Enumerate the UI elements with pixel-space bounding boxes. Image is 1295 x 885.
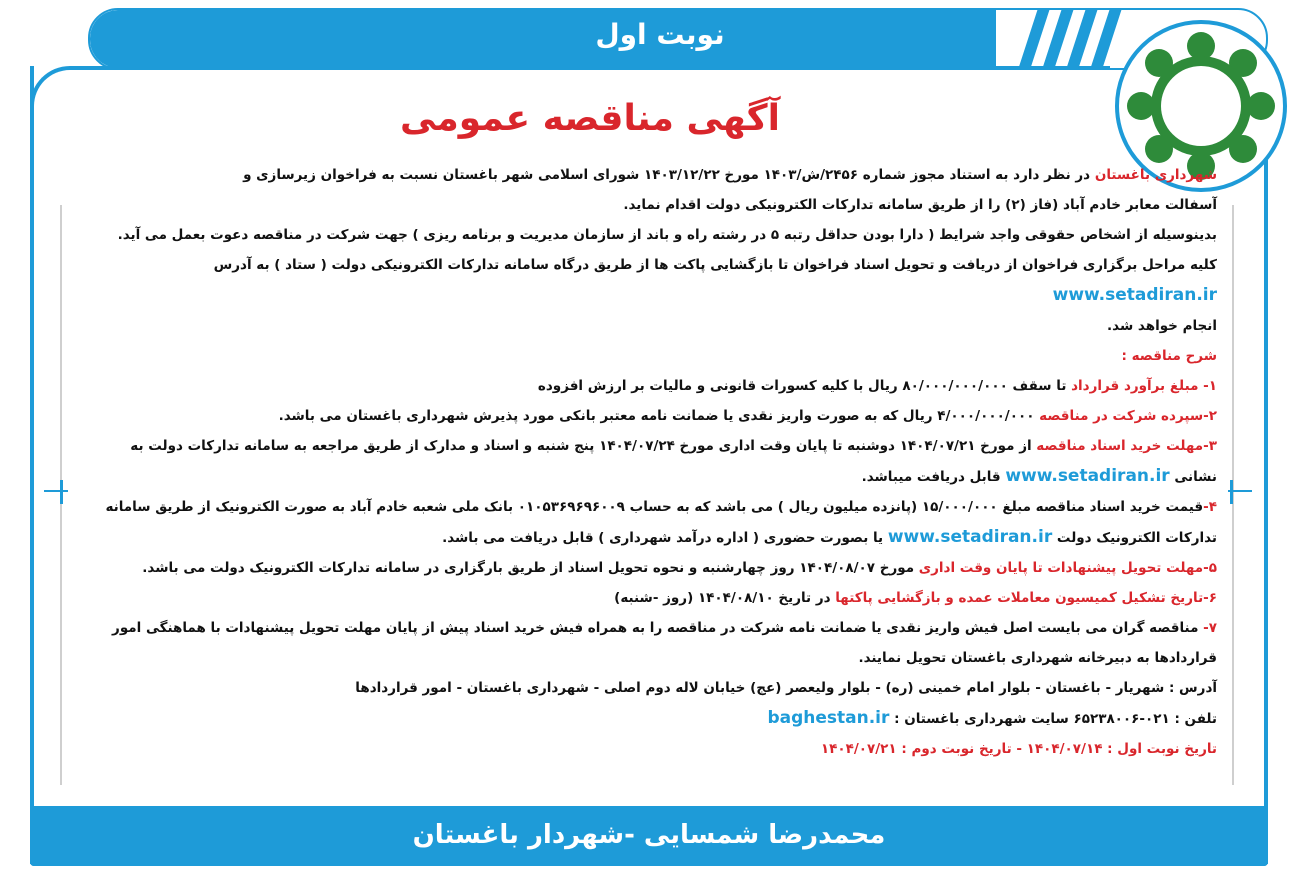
item-6-label: ۶-تاریخ تشکیل کمیسیون معاملات عمده و بازگشایی پاکتها	[835, 590, 1217, 606]
dates-label: تاریخ نوبت اول :	[1102, 741, 1217, 757]
intro-line-2: آسفالت معابر خادم آباد (فاز (۲) را از طریق سامانه تدارکات الکترونیکی دولت اقدام نماید.	[623, 197, 1217, 213]
banner-stripes	[1006, 10, 1116, 68]
dates-text: ۱۴۰۴/۰۷/۱۴ - تاریخ نوبت دوم : ۱۴۰۴/۰۷/۲۱	[820, 741, 1103, 757]
intro-org: شهرداری باغستان	[1094, 167, 1217, 183]
item-6-text: در تاریخ ۱۴۰۴/۰۸/۱۰ (روز -شنبه)	[614, 590, 836, 606]
phone-line	[74, 703, 1217, 734]
process-line-2: انجام خواهد شد.	[1107, 318, 1217, 334]
left-crop-mark	[44, 490, 68, 492]
item-5-text: مورخ ۱۴۰۴/۰۸/۰۷ روز چهارشنبه و نحوه تحویل اسناد از طریق بارگزاری در سامانه تدارکات الکترونیک دولت می باشد.	[142, 560, 919, 576]
item-4-post: یا بصورت حضوری ( اداره درآمد شهرداری ) قابل دریافت می باشد.	[442, 530, 888, 546]
dates-line	[74, 734, 1217, 764]
setad-link-3[interactable]: www.setadiran.ir	[887, 527, 1053, 547]
process-line	[74, 250, 1217, 311]
left-crop-mark-vertical	[60, 480, 63, 504]
right-crop-mark-vertical	[1230, 480, 1233, 504]
section-title: شرح مناقصه :	[1121, 348, 1217, 364]
item-3-line-2	[74, 461, 1217, 492]
intro-line-1	[74, 160, 1217, 190]
item-5-label: ۵-مهلت تحویل پیشنهادات تا پایان وقت اداری	[918, 560, 1217, 576]
item-4	[74, 492, 1217, 522]
item-1-label: ۱- مبلغ برآورد قرارداد	[1071, 378, 1217, 394]
municipality-seal-icon	[1127, 32, 1275, 180]
setad-link-1[interactable]: www.setadiran.ir	[1052, 285, 1217, 305]
item-7-label: ۷-	[1203, 620, 1217, 636]
item-5	[74, 553, 1217, 583]
item-3-post: قابل دریافت میباشد.	[861, 469, 1006, 485]
item-6	[74, 583, 1217, 613]
item-4-text: قیمت خرید اسناد مناقصه مبلغ ۱۵/۰۰۰/۰۰۰ (پانزده میلیون ریال ) می باشد که به حساب ۰۱۰۵۳۶۹۶۹۶۰۰۹ بانک ملی شعبه خادم آباد به صورت الکترونیک از طریق سامانه	[105, 499, 1204, 515]
item-2-text: ۴/۰۰۰/۰۰۰/۰۰۰ ریال که به صورت واریز نقدی یا ضمانت نامه معتبر بانکی مورد پذیرش شهرداری باغستان می باشد.	[278, 408, 1040, 424]
item-4-line-2	[74, 522, 1217, 553]
item-7	[74, 613, 1217, 643]
process-text: کلیه مراحل برگزاری فراخوان از دریافت و تحویل اسناد فراخوان تا بازگشایی پاکت ها از طریق درگاه سامانه تدارکات الکترونیکی دولت ( ستاد ) به آدرس	[213, 257, 1217, 273]
phone-text: تلفن : ۰۲۱-۶۵۲۳۸۰۰۶ سایت شهرداری باغستان :	[889, 711, 1217, 727]
item-4-pre: تدارکات الکترونیک دولت	[1052, 530, 1217, 546]
item-1-text: تا سقف ۸۰/۰۰۰/۰۰۰/۰۰۰ ریال با کلیه کسورات قانونی و مالیات بر ارزش افزوده	[537, 378, 1072, 394]
item-3	[74, 431, 1217, 461]
item-2-label: ۲-سپرده شرکت در مناقصه	[1039, 408, 1217, 424]
item-7-line-2: قراردادها به دبیرخانه شهرداری باغستان تحویل نمایند.	[858, 650, 1217, 666]
signature-bar: محمدرضا شمسایی -شهردار باغستان	[30, 806, 1268, 864]
intro-text: در نظر دارد به استناد مجوز شماره ۲۴۵۶/ش/۱۴۰۳ مورخ ۱۴۰۳/۱۲/۲۲ شورای اسلامی شهر باغستان نسبت به فراخوان زیرسازی و	[243, 167, 1095, 183]
item-1	[74, 371, 1217, 401]
setad-link-2[interactable]: www.setadiran.ir	[1005, 466, 1170, 486]
item-4-label: ۴-	[1203, 499, 1217, 515]
item-7-text: مناقصه گران می بایست اصل فیش واریز نقدی یا ضمانت نامه شرکت در مناقصه را به همراه فیش خرید اسناد پیش از پایان مهلت تحویل پیشنهادات با هماهنگی امور	[112, 620, 1204, 636]
website-link[interactable]: baghestan.ir	[767, 708, 890, 728]
item-3-pre: نشانی	[1169, 469, 1217, 485]
notice-heading: آگهی مناقصه عمومی	[400, 98, 780, 139]
top-banner-fill	[90, 10, 996, 68]
notice-body	[74, 160, 1217, 764]
invite-line: بدینوسیله از اشخاص حقوقی واجد شرایط ( دارا بودن حداقل رتبه ۵ در رشته راه و باند از سازمان مدیریت و برنامه ریزی ) جهت شرکت در مناقصه دعوت بعمل می آید.	[117, 227, 1217, 243]
address-line: آدرس : شهریار - باغستان - بلوار امام خمینی (ره) - بلوار ولیعصر (عج) خیابان لاله دوم اصلی - شهرداری باغستان - امور قراردادها	[355, 680, 1217, 696]
top-banner	[88, 8, 1268, 70]
publication-round-title: نوبت اول	[595, 18, 725, 51]
item-3-label: ۳-مهلت خرید اسناد مناقصه	[1036, 438, 1217, 454]
item-3-text: از مورخ ۱۴۰۴/۰۷/۲۱ دوشنبه تا پایان وقت اداری مورخ ۱۴۰۴/۰۷/۲۴ پنج شنبه و اسناد و مدارک از طریق مراجعه به سامانه تدارکات دولت به	[130, 438, 1037, 454]
item-2	[74, 401, 1217, 431]
